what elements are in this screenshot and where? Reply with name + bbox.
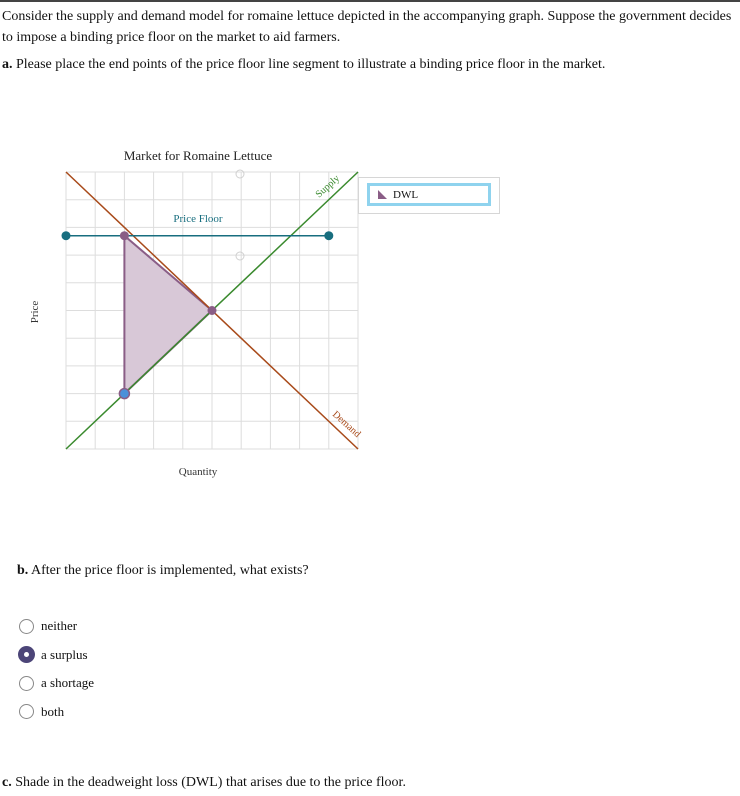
triangle-icon [378, 190, 387, 199]
dwl-vertex-right[interactable] [208, 306, 217, 315]
chart-title: Market for Romaine Lettuce [123, 148, 273, 163]
radio-button-selected[interactable] [18, 646, 35, 663]
question-part-a [2, 57, 605, 73]
empty-handle[interactable] [236, 252, 244, 260]
price-floor-left-endpoint[interactable] [62, 231, 71, 240]
dwl-vertex-bottom[interactable] [119, 389, 129, 399]
part-b-label: b. [17, 563, 29, 578]
point-layer[interactable] [62, 170, 334, 399]
dwl-triangle[interactable] [124, 236, 212, 394]
part-b-text: After the price floor is implemented, what exists? [28, 563, 309, 578]
question-part-b [17, 563, 309, 579]
option-label: a shortage [41, 675, 95, 691]
y-axis-label: Price [29, 300, 41, 324]
question-part-c [2, 775, 406, 791]
option-label: neither [41, 618, 78, 634]
radio-button[interactable] [19, 676, 34, 691]
option-label: both [41, 703, 65, 719]
price-floor-label: Price Floor [173, 213, 223, 225]
option-both[interactable] [19, 698, 94, 727]
radio-button[interactable] [19, 704, 34, 719]
dwl-tool-button[interactable] [367, 183, 491, 206]
question-intro: Consider the supply and demand model for romaine lettuce depicted in the accompanying graph. Suppose the government decides to impose a binding price floor on the market to aid farmers. [2, 9, 732, 45]
radio-button[interactable] [19, 619, 34, 634]
part-c-label: c. [2, 775, 12, 790]
option-label: a surplus [41, 646, 88, 662]
option-shortage[interactable] [19, 669, 94, 698]
part-c-text: Shade in the deadweight loss (DWL) that arises due to the price floor. [11, 775, 406, 790]
legend-panel [358, 177, 500, 214]
demand-label: Demand [329, 409, 363, 440]
x-axis-label: Quantity [178, 466, 218, 478]
option-neither[interactable] [19, 612, 94, 641]
empty-handle[interactable] [236, 170, 244, 178]
dwl-layer[interactable] [124, 236, 212, 394]
part-a-text: Please place the end points of the price floor line segment to illustrate a binding price floor in the market. [12, 57, 606, 72]
option-surplus[interactable] [19, 641, 94, 670]
top-border [0, 0, 740, 2]
supply-label: Supply [313, 173, 343, 201]
dwl-tool-label: DWL [393, 188, 419, 201]
answer-options [19, 612, 94, 726]
supply-demand-chart[interactable] [0, 140, 420, 500]
dwl-vertex-top[interactable] [120, 231, 129, 240]
part-a-label: a. [2, 57, 13, 72]
price-floor-right-endpoint[interactable] [324, 231, 333, 240]
